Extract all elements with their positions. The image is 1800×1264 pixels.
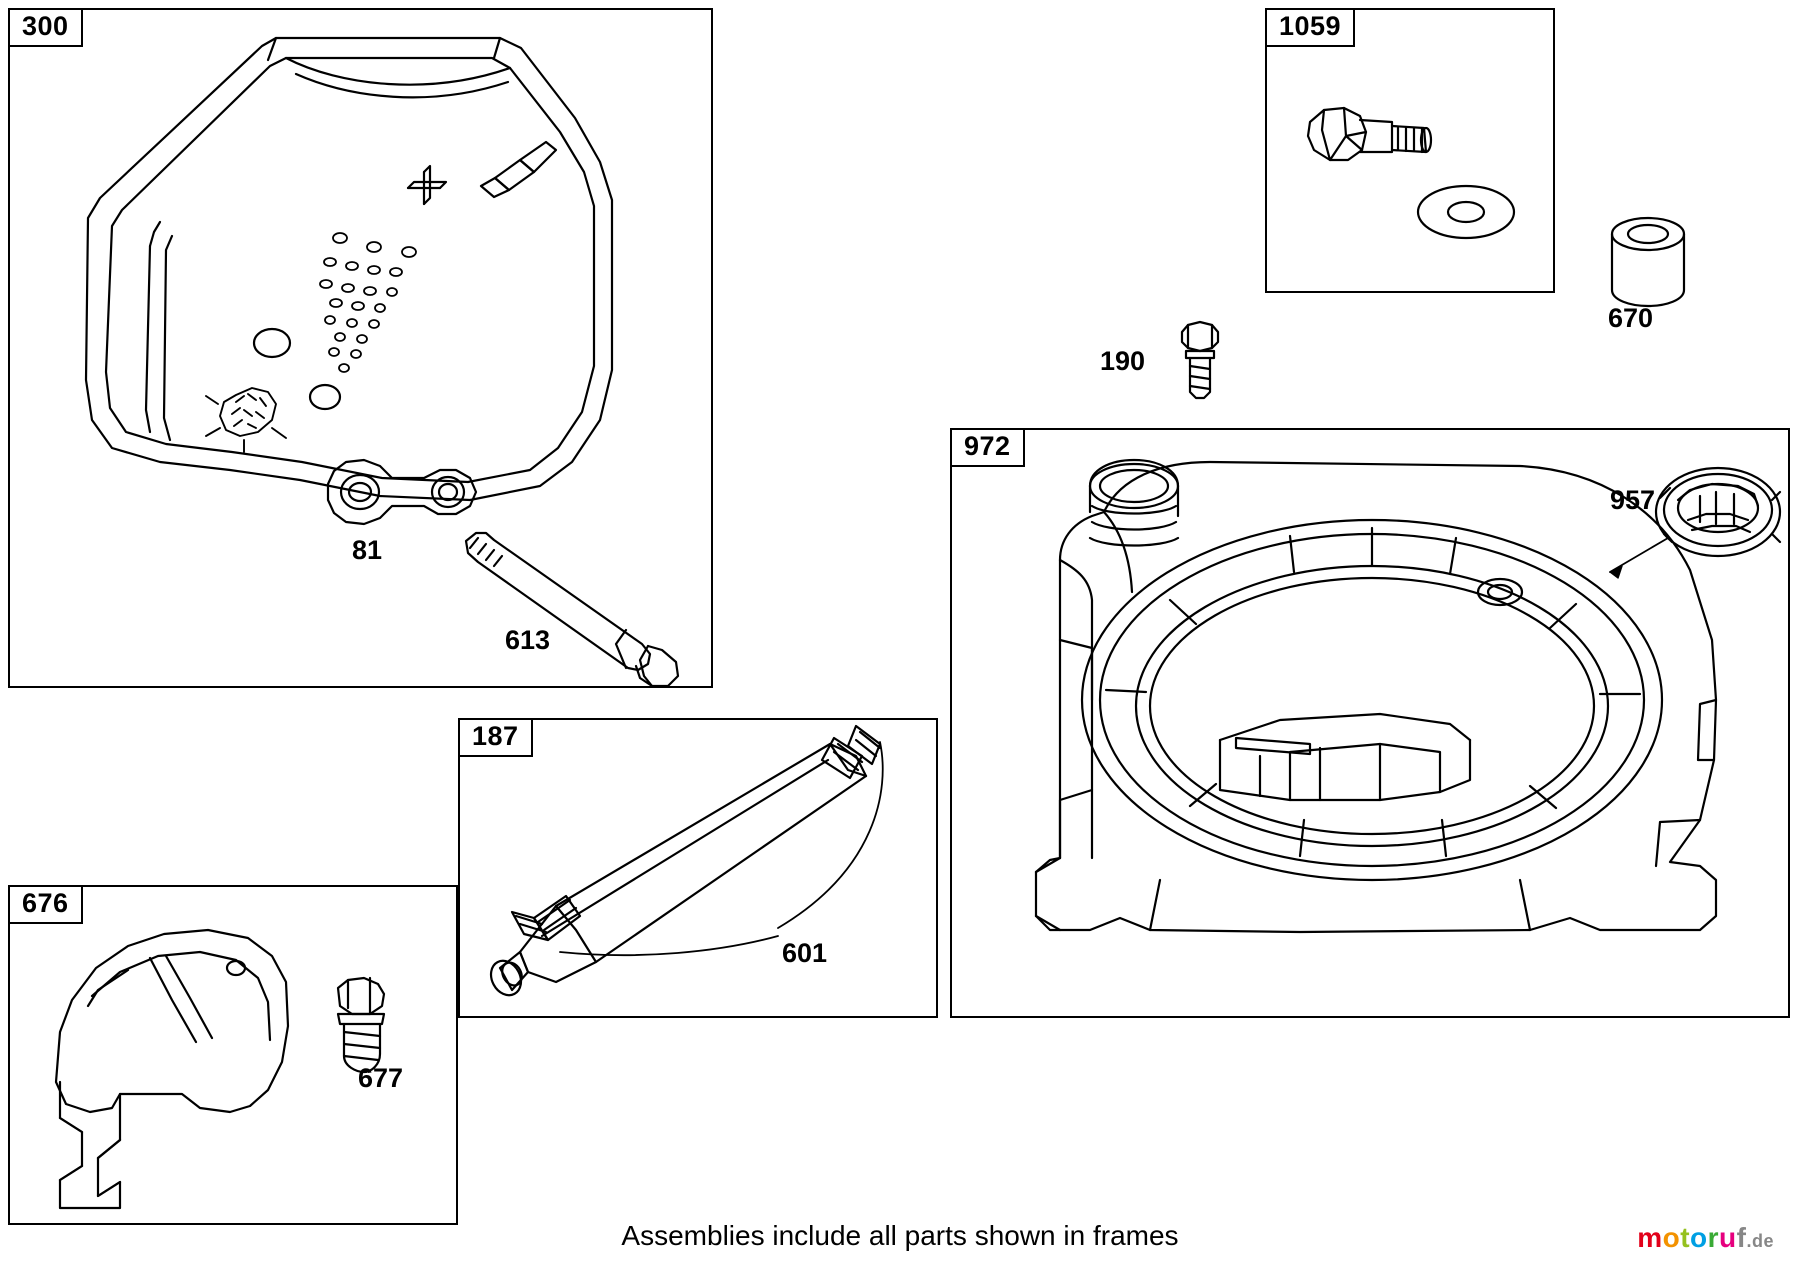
- frame-972-label: 972: [950, 428, 1025, 467]
- watermark-suffix: .de: [1746, 1231, 1774, 1251]
- frame-676: [8, 885, 458, 1225]
- frame-187: [458, 718, 938, 1018]
- watermark-text: m: [1637, 1222, 1663, 1253]
- frame-972: [950, 428, 1790, 1018]
- callout-957: 957: [1610, 485, 1656, 515]
- callout-190: 190: [1100, 346, 1146, 376]
- frame-1059-label: 1059: [1265, 8, 1355, 47]
- frame-300-label: 300: [8, 8, 83, 47]
- frame-1059: [1265, 8, 1555, 293]
- watermark: motoruf.de: [1637, 1222, 1774, 1253]
- frame-187-label: 187: [458, 718, 533, 757]
- spacer-670-part: [1612, 218, 1684, 306]
- frame-676-label: 676: [8, 885, 83, 924]
- frame-300: [8, 8, 713, 688]
- footer-note: Assemblies include all parts shown in frames: [621, 1220, 1179, 1251]
- callout-601: 601: [782, 938, 828, 968]
- callout-670: 670: [1608, 303, 1654, 333]
- callout-613: 613: [505, 625, 551, 655]
- callout-677: 677: [358, 1063, 404, 1093]
- callout-81: 81: [352, 535, 383, 565]
- screw-190-part: [1182, 322, 1218, 398]
